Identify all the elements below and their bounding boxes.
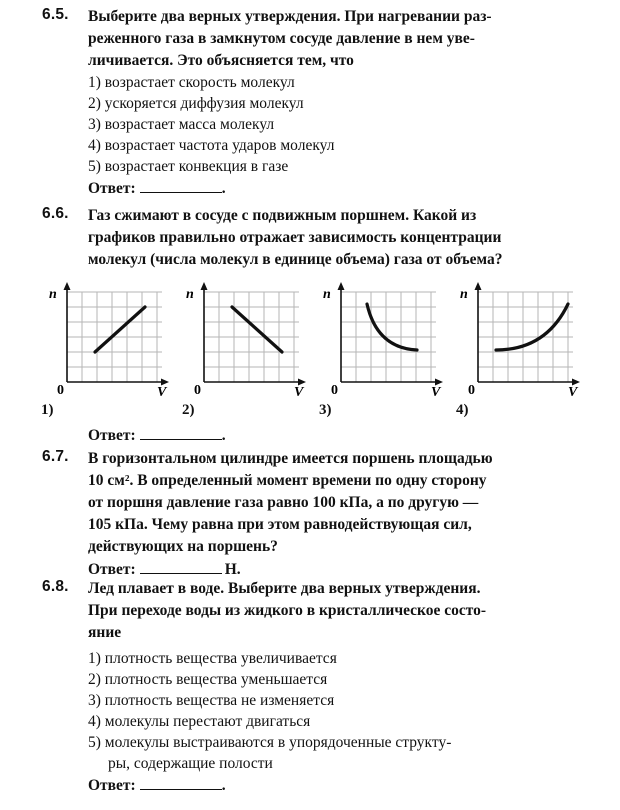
- task-6-7: [0, 448, 600, 581]
- question-line: молекул (числа молекул в единице объема) газа от объема?: [88, 251, 503, 268]
- graph-4-curve: [496, 304, 568, 350]
- answer-label: Ответ:: [88, 180, 136, 197]
- question-line: При переходе воды из жидкого в кристаллическое состо-: [88, 602, 487, 619]
- task-6-8: [0, 578, 600, 797]
- option-1: 1) возрастает скорость молекул: [88, 74, 295, 91]
- task-body: [88, 205, 600, 271]
- answer-label: Ответ:: [88, 427, 136, 444]
- answer-suffix: .: [221, 427, 226, 444]
- graph-label: 2): [182, 402, 195, 418]
- task-body: [88, 6, 596, 200]
- graph-4-svg: [456, 282, 581, 397]
- answer-blank[interactable]: [140, 425, 222, 440]
- x-axis-label: V: [431, 385, 441, 397]
- y-axis-label: n: [460, 287, 468, 302]
- x-axis-label: V: [157, 385, 167, 397]
- option-1: 1) плотность вещества увеличивается: [88, 650, 337, 667]
- option-5: 5) молекулы выстраиваются в упорядоченные структу-: [88, 734, 452, 751]
- question-line: личивается. Это объясняется тем, что: [88, 52, 354, 69]
- task-number: 6.5.: [42, 6, 69, 23]
- answer-suffix: .: [221, 777, 226, 794]
- question-line: яние: [88, 624, 122, 641]
- graph-4: [456, 282, 581, 418]
- graph-options: [40, 282, 600, 422]
- question-line: от поршня давление газа равно 100 кПа, а по другую —: [88, 494, 479, 511]
- option-3: 3) плотность вещества не изменяется: [88, 692, 335, 709]
- origin-label: 0: [194, 383, 201, 397]
- x-axis-label: V: [568, 385, 578, 397]
- graph-label: 4): [456, 402, 469, 418]
- task-number: 6.8.: [42, 578, 69, 595]
- option-2: 2) плотность вещества уменьшается: [88, 671, 328, 688]
- question-line: 105 кПа. Чему равна при этом равнодействующая сил,: [88, 516, 472, 533]
- answer-blank[interactable]: [140, 178, 222, 193]
- option-2: 2) ускоряется диффузия молекул: [88, 95, 304, 112]
- answer-label: Ответ:: [88, 777, 136, 794]
- y-axis-label: n: [49, 287, 57, 302]
- graph-3-curve: [367, 304, 417, 350]
- option-4: 4) возрастает частота ударов молекул: [88, 137, 335, 154]
- graph-1: [41, 282, 170, 418]
- question-line: графиков правильно отражает зависимость концентрации: [88, 229, 502, 246]
- answer-blank[interactable]: [140, 775, 222, 790]
- answer-suffix: .: [221, 180, 226, 197]
- question-line: действующих на поршень?: [88, 538, 278, 555]
- answer-row: [88, 775, 600, 797]
- graph-1-svg: [45, 282, 170, 397]
- y-axis-label: n: [186, 287, 194, 302]
- option-5-continuation: ры, содержащие полости: [108, 755, 273, 772]
- question-line: В горизонтальном цилиндре имеется поршень площадью: [88, 450, 493, 467]
- question-line: Лед плавает в воде. Выберите два верных утверждения.: [88, 580, 481, 597]
- graph-label: 1): [41, 402, 54, 418]
- graph-2-svg: [182, 282, 307, 397]
- option-4: 4) молекулы перестают двигаться: [88, 713, 311, 730]
- question-line: Газ сжимают в сосуде с подвижным поршнем. Какой из: [88, 207, 477, 224]
- graph-3: [319, 282, 444, 418]
- question-line: реженного газа в замкнутом сосуде давление в нем уве-: [88, 30, 475, 47]
- answer-unit: Н.: [224, 561, 241, 578]
- option-5: 5) возрастает конвекция в газе: [88, 158, 289, 175]
- task-number: 6.6.: [42, 205, 69, 222]
- question-line: Выберите два верных утверждения. При нагревании раз-: [88, 8, 492, 25]
- graph-1-curve: [95, 307, 145, 352]
- graph-label: 3): [319, 402, 332, 418]
- question-line: 10 см². В определенный момент времени по одну сторону: [88, 472, 487, 489]
- graph-3-svg: [319, 282, 444, 397]
- task-6-6: [0, 205, 600, 271]
- option-3: 3) возрастает масса молекул: [88, 116, 275, 133]
- origin-label: 0: [331, 383, 338, 397]
- task-body: [88, 448, 600, 581]
- task-body: [88, 578, 600, 797]
- answer-label: Ответ:: [88, 561, 136, 578]
- origin-label: 0: [57, 383, 64, 397]
- answer-row: [88, 425, 226, 447]
- answer-row: [88, 178, 596, 200]
- origin-label: 0: [468, 383, 475, 397]
- answer-blank[interactable]: [140, 559, 222, 574]
- graph-2: [182, 282, 307, 418]
- task-number: 6.7.: [42, 448, 69, 465]
- graph-2-curve: [232, 307, 282, 352]
- x-axis-label: V: [294, 385, 304, 397]
- task-6-5: [44, 6, 596, 200]
- y-axis-label: n: [323, 287, 331, 302]
